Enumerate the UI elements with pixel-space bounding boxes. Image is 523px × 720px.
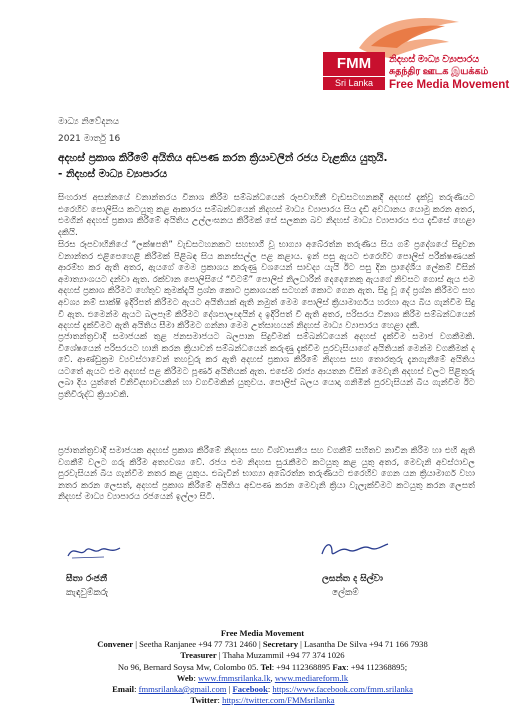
footer-line-email: Email: fmmsrilanka@gmail.com | Facebook: https://www.facebook.com/fmm.srilanka: [112, 684, 413, 695]
convener-value: Seetha Ranjanee +94 77 731 2460: [139, 639, 257, 650]
signatory-left-role: කැඳවුම්කරු: [66, 588, 109, 598]
body-paragraph-1: සිංහරාජ අසන්නයේ වනාන්තරය විනාශ කිරීම සම්බන්ධයෙන් රූපවාහිනී වැඩසටහනකදී අදහස් දැක්වූ තරුණියට එරෙහිව පොලිසිය කටයුතු කළ ආකාරය සම්බන්ධයෙන් නිදහස් මාධ්‍ය ව්‍යාපාරය සිය දැඩි අවධානය යොමු කරන අතර, එමගින් අදහස් ප්‍රකාශ කිරීමේ අයිතිය උල්ලංඝනය කිරීමක් සේ සලකන බව නිදහස් මාධ්‍ය ව්‍යාපාරය එය දැඩිසේ හෙළා දකියි.: [58, 193, 475, 238]
signatory-right-role: ලේකම්: [332, 588, 359, 598]
facebook-label: Facebook: [232, 684, 268, 695]
footer-line-officers: Convener | Seetha Ranjanee +94 77 731 2460 | Secretary | Lasantha De Silva +94 71 166 7938: [97, 639, 428, 650]
treasurer-label: Treasurer: [180, 650, 217, 661]
fax-label: Fax: [332, 661, 347, 672]
footer-line-web: Web: www.fmmsrilanka.lk, www.mediareform.lk: [176, 672, 349, 683]
email-label: Email: [112, 684, 135, 695]
fax-value: : +94 112368895;: [346, 661, 408, 672]
website-link-mediareform[interactable]: www.mediareform.lk: [274, 672, 349, 683]
email-link[interactable]: fmmsrilanka@gmail.com: [138, 684, 227, 695]
document-type: මාධ්‍ය නිවේදනය: [58, 117, 120, 127]
web-separator: ,: [270, 672, 273, 683]
press-release-title: [58, 150, 478, 182]
secretary-value: Lasantha De Silva +94 71 166 7938: [304, 639, 428, 650]
twitter-link[interactable]: https://twitter.com/FMMsrilanka: [222, 695, 335, 706]
facebook-link[interactable]: https://www.facebook.com/fmm.srilanka: [272, 684, 413, 695]
signature-left-image: [64, 540, 124, 562]
body-paragraph-3: ප්‍රජාතන්ත්‍රවාදී සමාජයක් තුළ ජනසමාජයට බලපාන සිදුවීමක් සම්බන්ධයෙන් අදහස් දැක්වීම සමාජ වගකීමකි. විශේෂයෙන් පරිසරයට හානි කරන ක්‍රියාවන් සම්බන්ධයෙන් කරුණු දැක්වීම පුරවැසියාගේ අයිතියක් මෙන්ම වගකීමක් ද වේ. ආණ්ඩුක්‍රම ව්‍යවස්ථාවෙන් තහවුරු කර ඇති අදහස් ප්‍රකාශ කිරීමේ නිදහස සහ තොරතුරු දැනගැනීමේ අයිතිය යටතේ ඇයට එම අදහස් පළ කිරීමට පූර්ණ අයිතියක් ඇත. එසේම රාජ්‍ය ආයතන විසින් මෙවැනි අදහස් වලට පිළිතුරු ලබා දිය යුත්තේ විනිවිදභාවයකින් හා වගවීමකින් යුතුවය. පොලිස් බලය යොදා ගනිමින් පුරවැසියන් බිය ගැන්වීම ඊට ප්‍රතිවිරුද්ධ ක්‍රියාවකි.: [58, 332, 475, 400]
org-name-block: [389, 54, 509, 92]
org-name-sinhala: නිදහස් මාධ්‍ය ව්‍යාපාරය: [389, 54, 480, 65]
website-link-fmm[interactable]: www.fmmsrilanka.lk: [198, 672, 271, 683]
treasurer-value: Thaha Muzammil +94 77 374 1026: [222, 650, 345, 661]
fmm-logo-text: FMM: [323, 52, 385, 76]
tel-value: : +94 112368895: [271, 661, 331, 672]
org-name-english: Free Media Movement: [389, 79, 510, 91]
footer-line-treasurer: Treasurer | Thaha Muzammil +94 77 374 1026: [180, 650, 345, 661]
footer-org-name: Free Media Movement: [220, 628, 305, 638]
footer-line-address: [40, 662, 485, 673]
tel-label: Tel: [260, 661, 272, 672]
address-value: No 96, Bernard Soysa Mw, Colombo 05.: [117, 661, 259, 672]
title-line-1: අදහස් ප්‍රකාශ කිරීමේ අයිතිය අඩපණ කරන ක්‍රියාවලින් රජය වැළකිය යුතුයි.: [58, 152, 388, 164]
convener-label: Convener: [97, 639, 134, 650]
org-name-tamil: சுதந்திர ஊடக இயக்கம்: [389, 66, 489, 77]
body-paragraph-2: සිරස රූපවාහිනියේ “ලක්ෂපති” වැඩසටහනකට සහභාගී වූ භාග්‍යා අබේරත්න තරුණිය සිය ගම් ප්‍රදේශයේ සිදුවන වනාන්තර එළිපෙහෙළි කිරීමක් පිළිබඳ සිය කනස්සල්ල පළ කළාය. ඉන් පසු ඇයට එරෙහිව පොලිස් පරීක්ෂණයක් ආරම්භ කර ඇති අතර, ඇයගේ මෙම ප්‍රකාශය කරුණු වශයෙන් සාවද්‍ය යැයි ඊට පසු දින ප්‍රාදේශීය ලේකම් විසින් අමාත්‍යාංශයට දන්වා ඇත. රක්වාන පොලිසියේ “විටම්” පොලිස් නිලධාරීන් දෙදෙනෙකු ඇයගේ නිවසට ගොස් ඇය එම අදහස් ප්‍රකාශ කිරීමට හේතුව කුමක්දැයි ප්‍රශ්න කොට ප්‍රකාශයක් සටහන් කොට ගෙන ඇත. සිදු වූ දේ ප්‍රශ්න කිරීමට සහ අවශ්‍ය නම් සාක්ෂි ඉදිරිපත් කිරීමට ඇයට අයිතියක් ඇති නමුත් මෙම පොලිස් ක්‍රියාමාර්ගය හරහා ඇය බිය ගැන්වීම සිදු වී ඇත. එමෙන්ම ඇයට බලපෑම් කිරීමට දේශපාලඥයින් ද ඉදිරිපත් වී ඇති අතර, පරිසරය විනාශ කිරීම සම්බන්ධයෙන් අදහස් දැක්වීමට ඇති අයිතිය සීමා කිරීමට ගන්නා මෙම උත්සාහයන් නිදහස් මාධ්‍ය ව්‍යාපාරය හෙළා දකී.: [58, 240, 475, 332]
footer-contact-block: [40, 628, 485, 706]
body-paragraph-4: ප්‍රජාතන්ත්‍රවාදී සමාජයක අදහස් ප්‍රකාශ කිරීමේ නිදහස සහ විශ්වාසනීය සහ වගකීම් සහිතව නාවින කිරීම හා එහි ඇති වගකීම් වලට ගරු කිරීම අත්‍යවශ්‍ය වේ. රජය එම නිදහස සුරැකීමට කටයුතු කළ යුතු අතර, මෙවැනි අවස්ථාවල පුරවැසියන් බිය ගැන්වීම නතර කළ යුතුය. එබැවින් භාග්‍යා අබේරත්න තරුණියට එරෙහිව ගෙන යන ක්‍රියාමාර්ග වහා නතර කරන ලෙසත්, අදහස් ප්‍රකාශ කිරීමේ අයිතිය අඩපණ කරන මෙවැනි ක්‍රියා වැලැක්වීමට කටයුතු කරන ලෙසත් නිදහස් මාධ්‍ය ව්‍යාපාරය රජයෙන් ඉල්ලා සිටී.: [58, 446, 475, 503]
signatory-right-name: ලසන්ත ද සිල්වා: [322, 574, 383, 584]
signature-right: [322, 574, 383, 598]
footer-line-twitter: Twitter: https://twitter.com/FMMsrilanka: [190, 695, 335, 706]
signature-right-image: [318, 536, 390, 562]
fmm-logo-country: Sri Lanka: [323, 76, 385, 90]
signature-left: [66, 574, 108, 598]
web-label: Web: [176, 672, 194, 683]
signatory-left-name: සීතා රංජනී: [66, 574, 107, 584]
title-line-2: - නිදහස් මාධ්‍ය ව්‍යාපාරය: [58, 168, 168, 180]
twitter-label: Twitter: [190, 695, 218, 706]
fmm-logo: [323, 8, 513, 100]
document-date: 2021 මාර්තු 16: [58, 134, 121, 144]
secretary-label: Secretary: [262, 639, 298, 650]
